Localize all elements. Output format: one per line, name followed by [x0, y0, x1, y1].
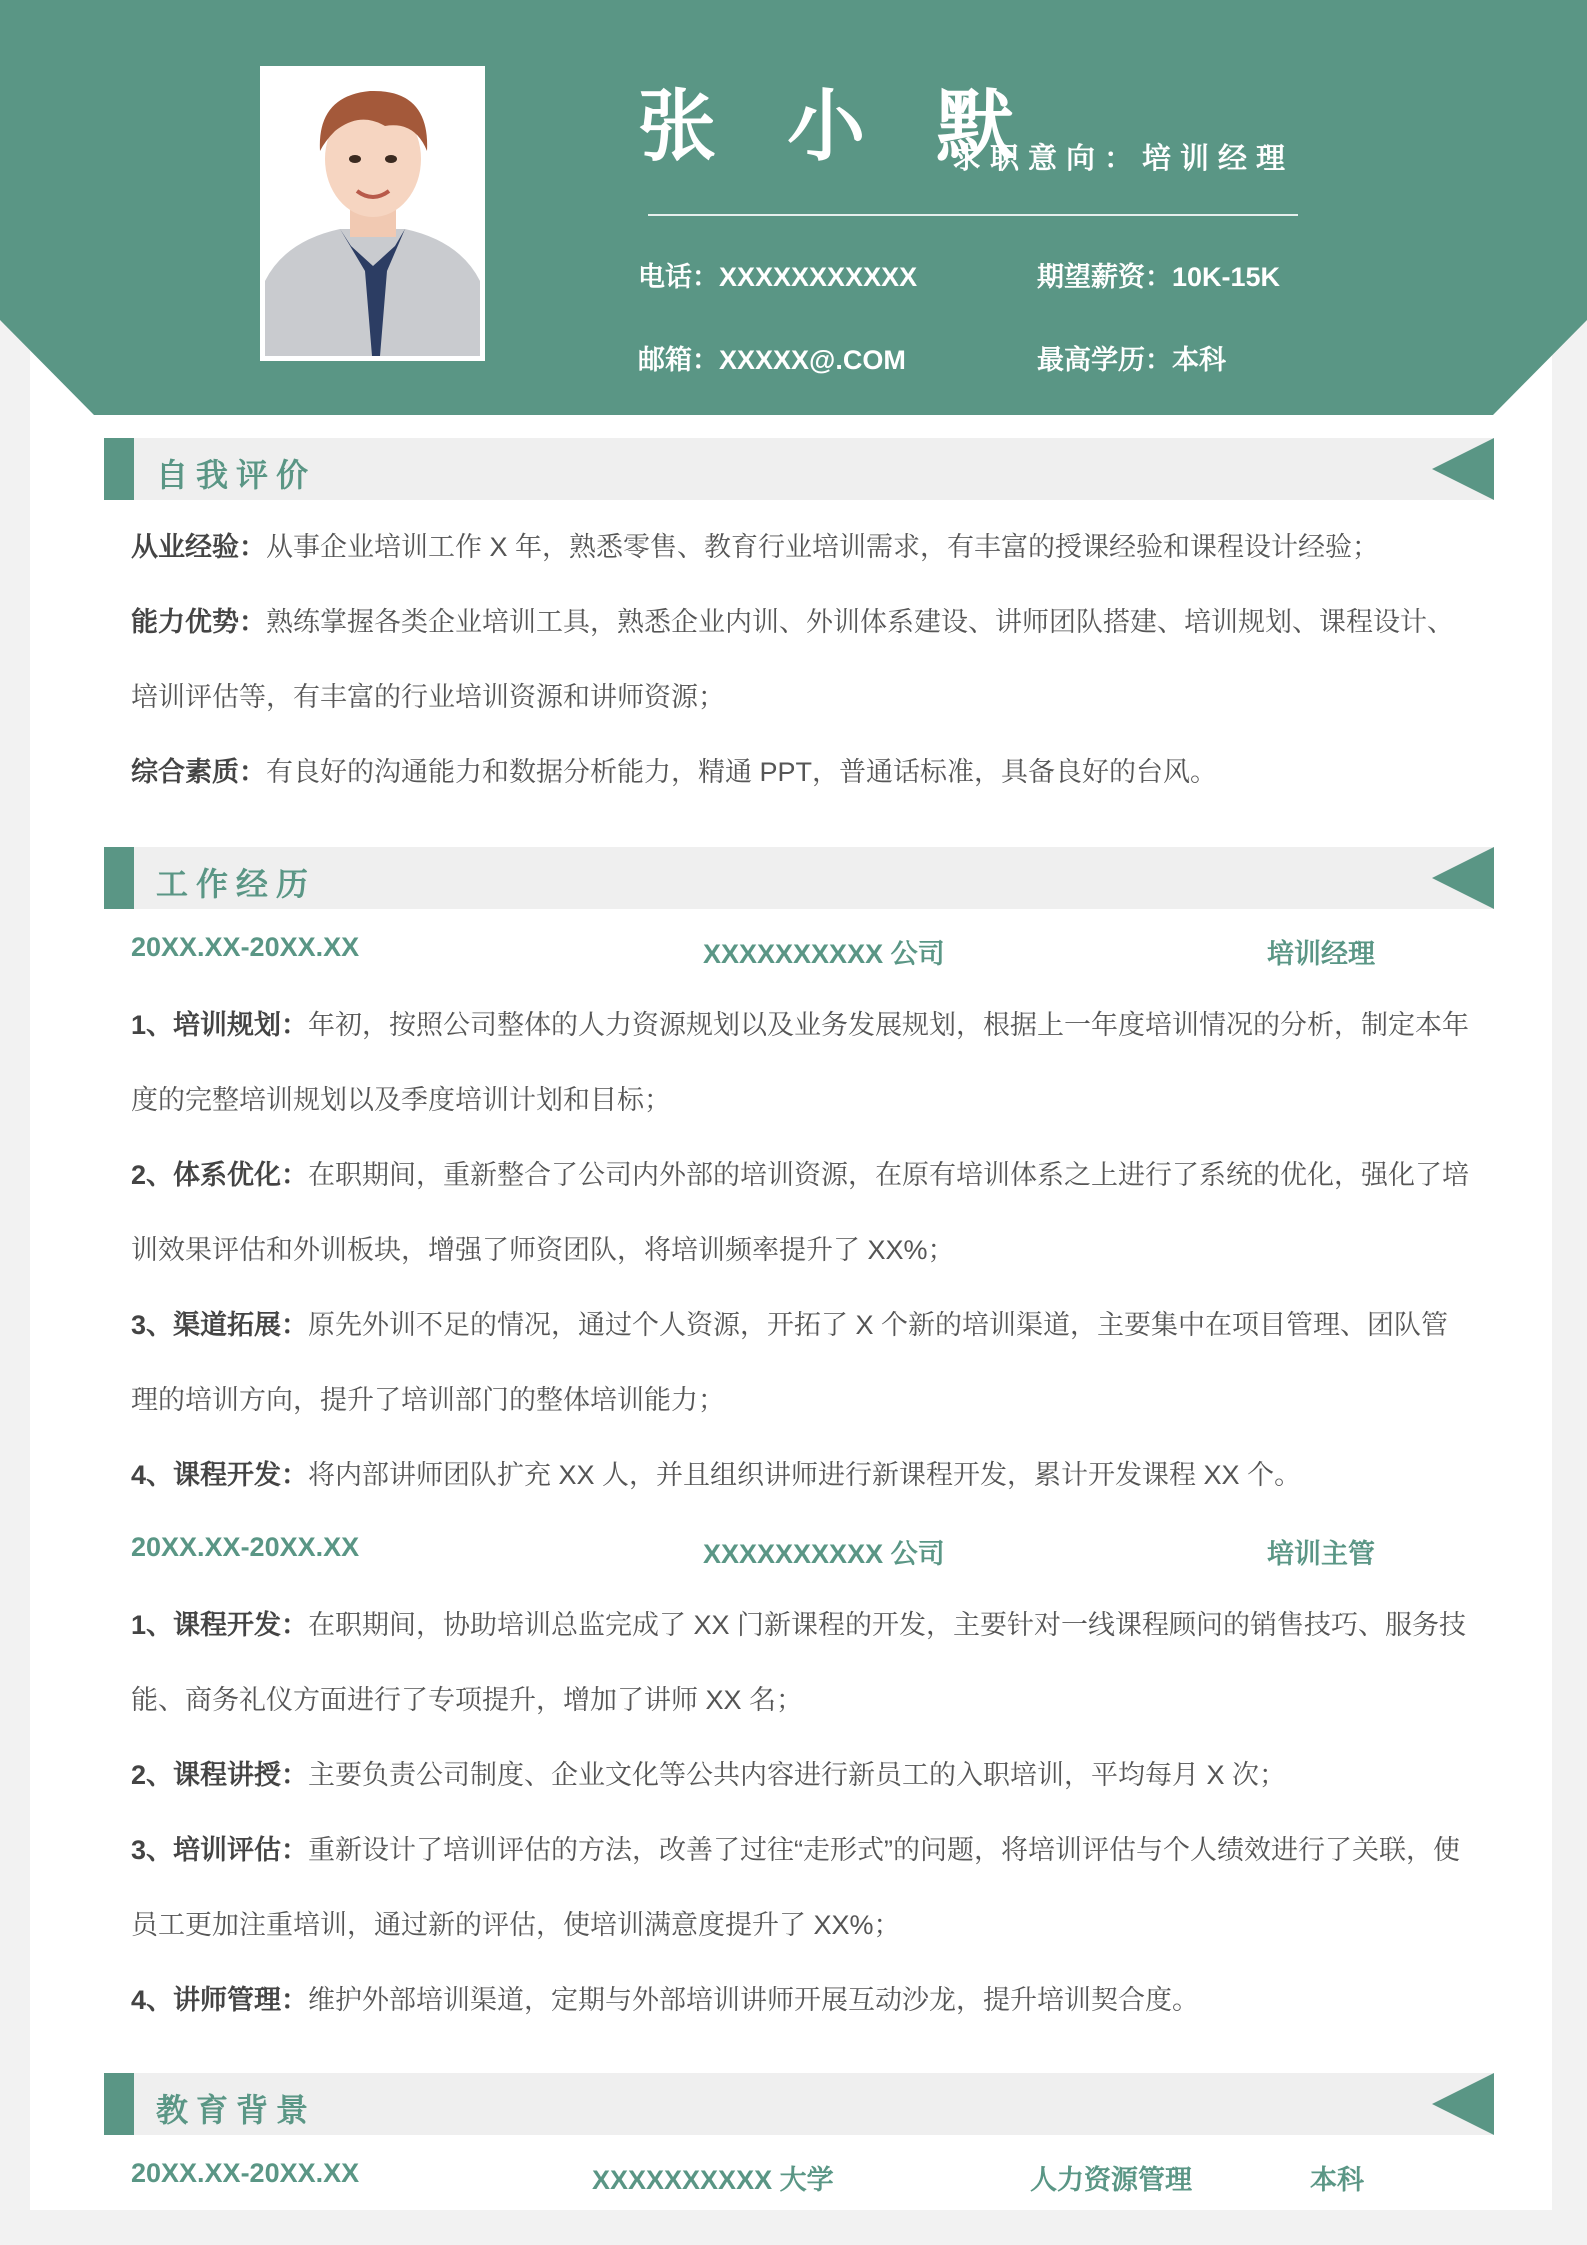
education-level-info: 最高学历：本科 — [1037, 345, 1226, 375]
email-info: 邮箱：XXXXX@.COM — [638, 345, 906, 375]
edu-period: 20XX.XX-20XX.XX — [131, 2158, 360, 2188]
edu-school: XXXXXXXXXX 大学 — [592, 2165, 834, 2195]
edu-degree: 本科 — [1310, 2165, 1364, 2195]
job-period: 20XX.XX-20XX.XX — [131, 1532, 360, 1562]
job-duty: 2、课程讲授：主要负责公司制度、企业文化等公共内容进行新员工的入职培训，平均每月 X 次； — [131, 1760, 1287, 1790]
job-company: XXXXXXXXXX 公司 — [703, 1539, 945, 1569]
job-intent: 求职意向：培训经理 — [952, 143, 1295, 175]
section-accent — [104, 847, 134, 909]
job-period: 20XX.XX-20XX.XX — [131, 932, 360, 962]
header-divider — [648, 214, 1298, 216]
edu-major: 人力资源管理 — [1030, 2165, 1192, 2195]
section-accent — [104, 2073, 134, 2135]
job-duty: 1、培训规划：年初，按照公司整体的人力资源规划以及业务发展规划，根据上一年度培训情况的分析，制定本年度的完整培训规划以及季度培训计划和目标； — [131, 1010, 1470, 1115]
triangle-left-icon — [1432, 438, 1494, 500]
job-duty: 3、渠道拓展：原先外训不足的情况，通过个人资源，开拓了 X 个新的培训渠道，主要集中在项目管理、团队管理的培训方向，提升了培训部门的整体培训能力； — [131, 1310, 1449, 1415]
candidate-name: 张 小 默 — [638, 82, 1037, 172]
avatar-portrait-icon — [265, 71, 480, 356]
section-title: 教育背景 — [156, 2092, 317, 2128]
salary-info: 期望薪资：10K-15K — [1037, 262, 1281, 292]
job-duty: 4、课程开发：将内部讲师团队扩充 XX 人，并且组织讲师进行新课程开发，累计开发课程 XX 个。 — [131, 1460, 1302, 1490]
triangle-left-icon — [1432, 2073, 1494, 2135]
job-company: XXXXXXXXXX 公司 — [703, 939, 945, 969]
avatar — [260, 66, 485, 361]
job-position: 培训主管 — [1267, 1539, 1375, 1569]
self-eval-item: 综合素质：有良好的沟通能力和数据分析能力，精通 PPT，普通话标准，具备良好的台风。 — [131, 757, 1218, 787]
job-duty: 1、课程开发：在职期间，协助培训总监完成了 XX 门新课程的开发，主要针对一线课程顾问的销售技巧、服务技能、商务礼仪方面进行了专项提升，增加了讲师 XX 名； — [131, 1610, 1467, 1715]
section-accent — [104, 438, 134, 500]
section-self-eval — [104, 438, 1494, 500]
job-position: 培训经理 — [1267, 939, 1375, 969]
job-duty: 4、讲师管理：维护外部培训渠道，定期与外部培训讲师开展互动沙龙，提升培训契合度。 — [131, 1985, 1200, 2015]
self-eval-item: 能力优势：熟练掌握各类企业培训工具，熟悉企业内训、外训体系建设、讲师团队搭建、培训规划、课程设计、培训评估等，有丰富的行业培训资源和讲师资源； — [131, 607, 1454, 712]
job-duty: 3、培训评估：重新设计了培训评估的方法，改善了过往“走形式”的问题，将培训评估与个人绩效进行了关联，使员工更加注重培训，通过新的评估，使培训满意度提升了 XX%； — [131, 1835, 1461, 1940]
self-eval-item: 从业经验：从事企业培训工作 X 年，熟悉零售、教育行业培训需求，有丰富的授课经验和课程设计经验； — [131, 532, 1380, 562]
section-education — [104, 2073, 1494, 2135]
phone-info: 电话：XXXXXXXXXXX — [638, 262, 918, 292]
section-title: 自我评价 — [156, 457, 317, 493]
job-duty: 2、体系优化：在职期间，重新整合了公司内外部的培训资源，在原有培训体系之上进行了系统的优化，强化了培训效果评估和外训板块，增强了师资团队，将培训频率提升了 XX%； — [131, 1160, 1470, 1265]
section-title: 工作经历 — [156, 866, 317, 902]
section-work — [104, 847, 1494, 909]
triangle-left-icon — [1432, 847, 1494, 909]
